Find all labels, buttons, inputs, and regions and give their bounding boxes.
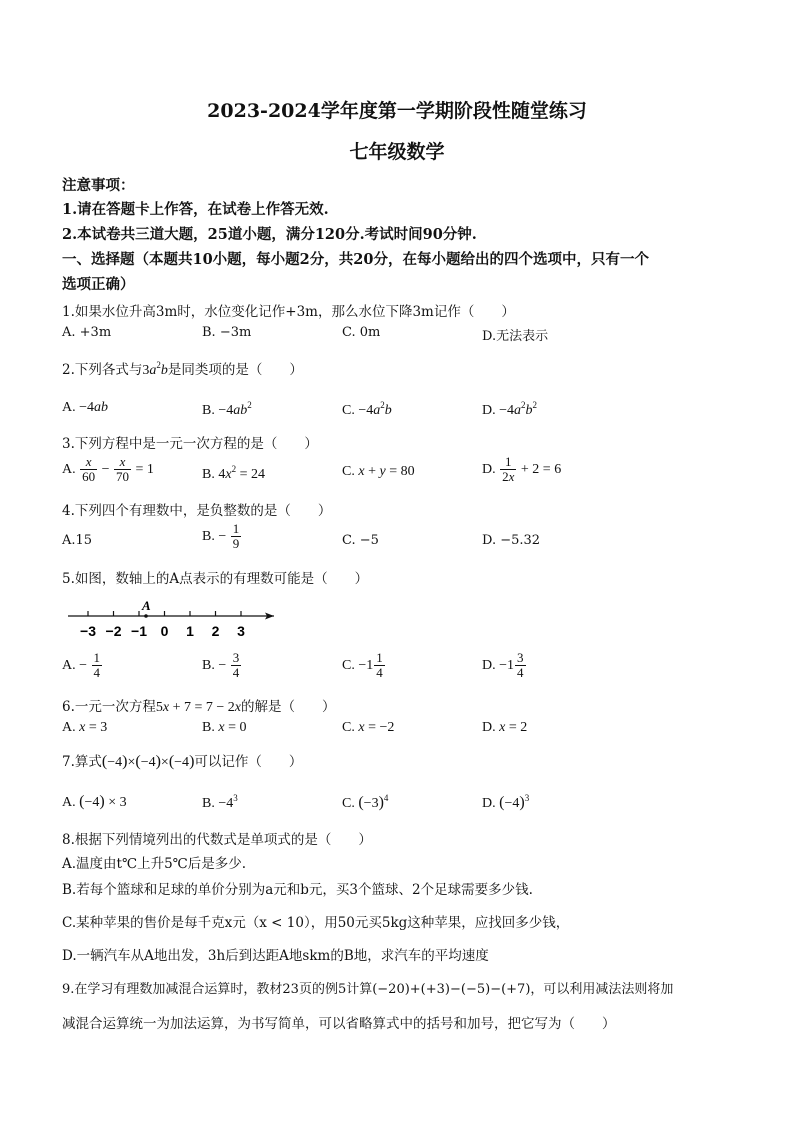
section-heading-cont: 选项正确） bbox=[62, 276, 135, 293]
q4-option-b: B. − $\frac{1}{9}$ bbox=[202, 521, 240, 552]
q2-option-d: D. $-4a^2b^2$ bbox=[482, 400, 538, 418]
number-line-tick-label: −1 bbox=[131, 623, 147, 639]
q2-option-a: A. −4ab bbox=[62, 400, 109, 415]
number-line-tick-label: −3 bbox=[80, 623, 96, 639]
point-a-label: A bbox=[142, 598, 151, 613]
number-line-tick-label: 1 bbox=[186, 623, 194, 639]
number-line-tick-label: 0 bbox=[160, 623, 169, 639]
q4-option-c: C. −5 bbox=[342, 533, 379, 548]
question-6-stem: 6.一元一次方程5x + 7 = 7 − 2x的解是（ ） bbox=[62, 699, 336, 715]
q5-option-b: B. − $\frac{3}{4}$ bbox=[202, 650, 240, 681]
q7-option-b: B. $-4^3$ bbox=[202, 793, 238, 811]
section-heading: 一、选择题（本题共10小题，每小题2分，共20分，在每小题给出的四个选项中，只有一个 bbox=[62, 251, 649, 268]
q7-option-c: C. $(-3)^4$ bbox=[342, 793, 389, 811]
question-1-stem: 1.如果水位升高3m时，水位变化记作+3m，那么水位下降3m记作（ ） bbox=[62, 304, 515, 320]
q1-option-d: D.无法表示 bbox=[482, 329, 549, 344]
notes-heading: 注意事项： bbox=[62, 177, 135, 194]
q2-option-c: C. $-4a^2b$ bbox=[342, 400, 392, 418]
number-line bbox=[62, 592, 292, 642]
q3-option-a: A. $\frac{x}{60}$ − $\frac{x}{70}$ = 1 bbox=[62, 454, 154, 485]
q5-option-c: C. −1 $\frac{1}{4}$ bbox=[342, 650, 383, 681]
page-title: 2023-2024学年度第一学期阶段性随堂练习 bbox=[207, 100, 587, 122]
q2-option-b: B. $-4ab^2$ bbox=[202, 400, 252, 418]
notes-item-1: 1.请在答题卡上作答，在试卷上作答无效. bbox=[62, 201, 329, 218]
question-5-stem: 5.如图，数轴上的A点表示的有理数可能是（ ） bbox=[62, 571, 369, 587]
q7-option-a: A. (−4) × 3 bbox=[62, 793, 127, 810]
question-4-stem: 4.下列四个有理数中，是负整数的是（ ） bbox=[62, 503, 332, 519]
q5-option-d: D. −1 $\frac{3}{4}$ bbox=[482, 650, 524, 681]
q1-option-b: B. −3m bbox=[202, 325, 252, 340]
q6-option-c: C. x = −2 bbox=[342, 720, 395, 735]
q6-option-d: D. x = 2 bbox=[482, 720, 528, 735]
notes-item-2: 2.本试卷共三道大题，25道小题，满分120分.考试时间90分钟. bbox=[62, 226, 477, 243]
q8-option-b: B.若每个篮球和足球的单价分别为a元和b元，买3个篮球、2个足球需要多少钱. bbox=[62, 882, 533, 898]
q3-option-b: B. $4x^2 = 24$ bbox=[202, 464, 265, 482]
q5-option-a: A. − $\frac{1}{4}$ bbox=[62, 650, 101, 681]
q3-option-c: C. x + y = 80 bbox=[342, 464, 415, 479]
q8-option-a: A.温度由t℃上升5℃后是多少. bbox=[62, 856, 247, 872]
q1-option-c: C. 0m bbox=[342, 325, 381, 340]
number-line-tick-label: 2 bbox=[211, 623, 220, 639]
point-a-dot bbox=[144, 614, 148, 618]
question-2-stem: 2.下列各式与$3a^2b$是同类项的是（ ） bbox=[62, 360, 303, 378]
q7-option-d: D. $(-4)^3$ bbox=[482, 793, 530, 811]
question-7-stem: 7.算式(−4)×(−4)×(−4)可以记作（ ） bbox=[62, 753, 303, 770]
q3-option-d: D. $\frac{1}{2x}$ + 2 = 6 bbox=[482, 454, 562, 485]
question-9-stem: 9.在学习有理数加减混合运算时，教材23页的例5计算(−20)+(+3)−(−5)−(+7)，可以利用减法法则将加 bbox=[62, 982, 674, 997]
q8-option-d: D.一辆汽车从A地出发，3h后到达距A地skm的B地，求汽车的平均速度 bbox=[62, 948, 489, 964]
q6-option-b: B. x = 0 bbox=[202, 720, 247, 735]
page-subtitle: 七年级数学 bbox=[349, 141, 445, 163]
q4-option-a: A.15 bbox=[62, 533, 93, 548]
question-8-stem: 8.根据下列情境列出的代数式是单项式的是（ ） bbox=[62, 832, 372, 848]
question-9-stem-cont: 减混合运算统一为加法运算，为书写简单，可以省略算式中的括号和加号，把它写为（ ） bbox=[62, 1016, 616, 1032]
q1-option-a: A. +3m bbox=[62, 325, 112, 340]
number-line-tick-label: 3 bbox=[237, 623, 245, 639]
q4-option-d: D. −5.32 bbox=[482, 533, 541, 548]
number-line-tick-label: −2 bbox=[105, 623, 122, 639]
q8-option-c: C.某种苹果的售价是每千克x元（x < 10），用50元买5kg这种苹果，应找回多少钱， bbox=[62, 915, 570, 931]
question-3-stem: 3.下列方程中是一元一次方程的是（ ） bbox=[62, 436, 318, 452]
number-line-figure bbox=[62, 592, 292, 642]
q6-option-a: A. x = 3 bbox=[62, 720, 108, 735]
